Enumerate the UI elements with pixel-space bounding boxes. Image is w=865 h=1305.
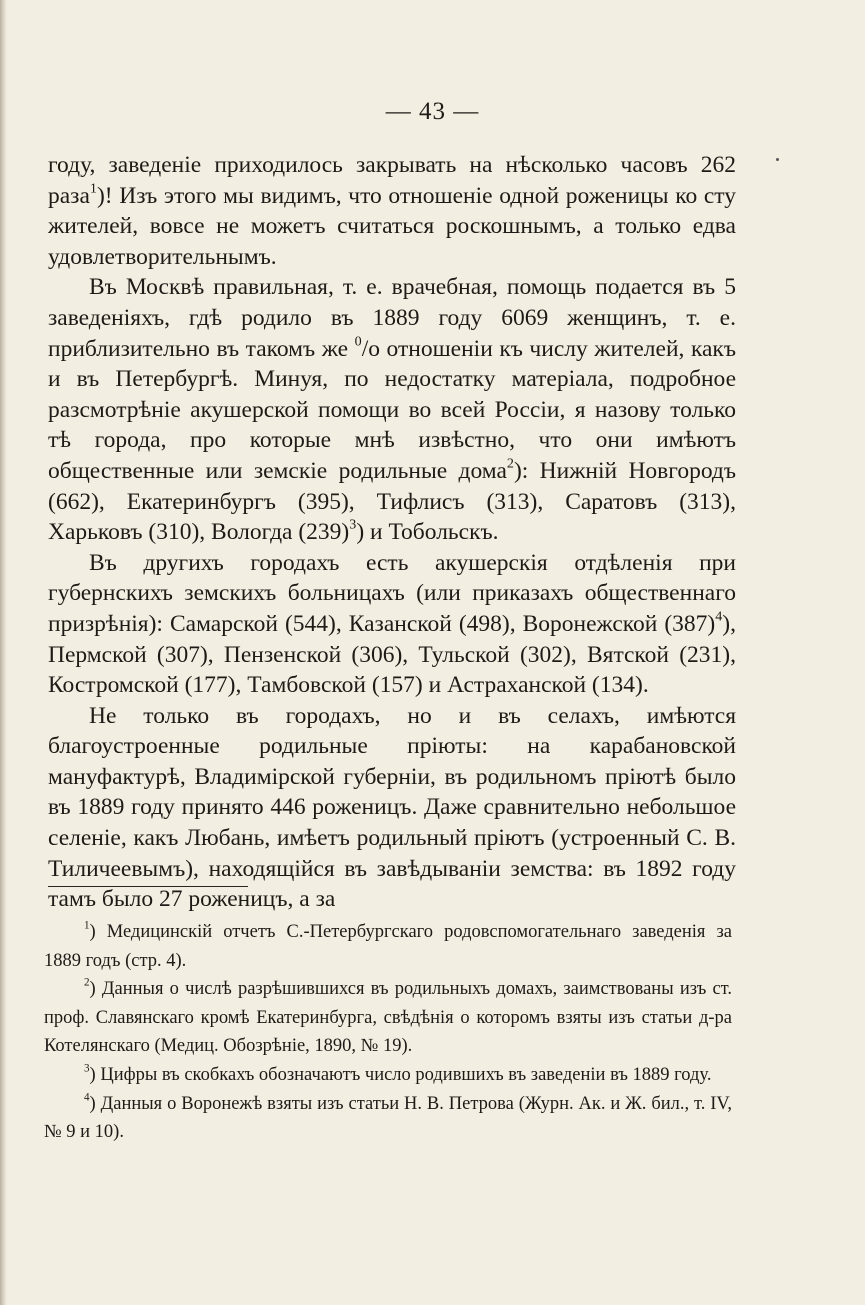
footnote-2-text: ) Данныя о числѣ разрѣшившихся въ родильныхъ домахъ, заимствованы изъ ст. проф. Славянскаго кромѣ Екатеринбурга, свѣдѣнія о которомъ взяты изъ статьи д-ра Котелянскаго (Медиц. Обозрѣніе, 1890, № 19). xyxy=(44,979,732,1057)
footnote-3 xyxy=(44,1061,732,1090)
footnote-3-text: ) Цифры въ скобкахъ обозначаютъ число родившихъ въ заведеніи въ 1889 году. xyxy=(89,1064,712,1085)
footnote-separator xyxy=(48,886,248,887)
paragraph-2 xyxy=(48,272,736,547)
footnote-ref-2: 2 xyxy=(506,455,514,472)
page-edge xyxy=(0,0,7,1305)
paragraph-1-text: году, заведеніе приходилось закрывать на нѣсколько часовъ 262 раза xyxy=(48,152,736,209)
footnote-4-text: ) Данныя о Воронежѣ взяты изъ статьи Н. В. Петрова (Журн. Ак. и Ж. бил., т. IV, № 9 и 10). xyxy=(44,1093,732,1143)
body-text xyxy=(48,150,736,915)
footnote-ref-4: 4 xyxy=(715,608,723,625)
paragraph-3-text: Въ другихъ городахъ есть акушерскія отдѣленія при губернскихъ земскихъ больницахъ (или приказахъ общественнаго призрѣнія): Самарской (544), Казанской (498), Воронежской (387) xyxy=(48,549,736,637)
footnote-mark-4: 4 xyxy=(84,1091,90,1104)
paragraph-2-tail-2: ): Нижній Новгородъ (662), Екатеринбургъ (395), Тифлисъ (313), Саратовъ (313), Харьковъ (310), Вологда (239) xyxy=(48,457,737,546)
paragraph-2-text: Въ Москвѣ правильная, т. е. врачебная, помощь подается въ 5 заведеніяхъ, гдѣ родило въ 1889 году 6069 женщинъ, т. е. приблизительно въ такомъ же xyxy=(48,274,736,362)
footnote-mark-1: 1 xyxy=(84,919,90,932)
footnote-mark-2: 2 xyxy=(84,976,90,989)
footnote-4 xyxy=(44,1090,732,1147)
paragraph-3-tail: ), Пермской (307), Пензенской (306), Тульской (302), Вятской (231), Костромской (177), Тамбовской (157) и Астраханской (134). xyxy=(48,610,736,699)
footnote-mark-3: 3 xyxy=(84,1062,90,1075)
page-number: — 43 — xyxy=(385,98,480,125)
paragraph-2-tail-3: ) и Тобольскъ. xyxy=(356,519,499,546)
paragraph-3 xyxy=(48,548,736,701)
footnotes xyxy=(44,918,732,1147)
footnote-2 xyxy=(44,975,732,1061)
paragraph-2-tail: /о отношеніи къ числу жителей, какъ и въ Петербургѣ. Минуя, по недостатку матеріала, подробное разсмотрѣніе акушерской помощи во всей Россіи, я назову только тѣ города, про которые мнѣ извѣстно, что они имѣютъ общественные или земскіе родильные дома xyxy=(48,335,737,484)
paragraph-4 xyxy=(48,701,736,915)
paragraph-1-tail: )! Изъ этого мы видимъ, что отношеніе одной роженицы ко сту жителей, вовсе не можетъ считаться роскошнымъ, а только едва удовлетворительнымъ. xyxy=(48,182,736,270)
footnote-1-text: ) Медицинскій отчетъ С.-Петербургскаго родовспомогательнаго заведенія за 1889 годъ (стр. 4). xyxy=(44,922,732,971)
paragraph-1 xyxy=(48,150,736,272)
footnote-1 xyxy=(44,918,732,975)
footnote-ref-3: 3 xyxy=(349,516,357,533)
ink-speck xyxy=(776,158,779,161)
paragraph-4-text: Не только въ городахъ, но и въ селахъ, имѣются благоустроенные родильные пріюты: на карабановской мануфактурѣ, Владимірской губерніи, въ родильномъ пріютѣ было въ 1889 году принято 446 роженицъ. Даже сравнительно небольшое селеніе, какъ Любань, имѣетъ родильный пріютъ (устроенный С. В. Тиличеевымъ), находящійся въ завѣдываніи земства: въ 1892 году тамъ было 27 роженицъ, а за xyxy=(48,702,736,913)
percent-superscript: 0 xyxy=(354,333,362,349)
footnote-ref-1: 1 xyxy=(89,180,97,197)
